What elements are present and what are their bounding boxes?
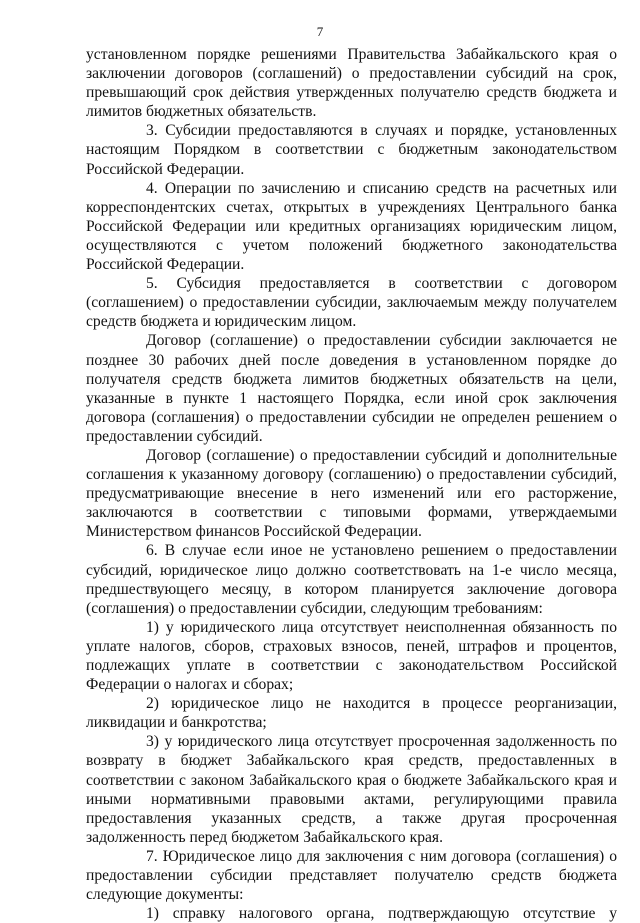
paragraph-9: 2) юридическое лицо не находится в процессе реорганизации, ликвидации и банкротства;: [86, 695, 617, 732]
paragraph-3: 4. Операции по зачислению и списанию средств на расчетных или корреспондентских счетах, открытых в учреждениях Центрального банка Российской Федерации или кредитных организациях юридическим лицом, осуществляются с учетом положений бюджетного законодательства Российской Федерации.: [86, 179, 617, 274]
paragraph-11: 7. Юридическое лицо для заключения с ним договора (соглашения) о предоставлении субсидии представляет получателю средств бюджета следующие документы:: [86, 847, 617, 904]
paragraph-5: Договор (соглашение) о предоставлении субсидии заключается не позднее 30 рабочих дней после доведения в установленном порядке до получателя средств бюджета лимитов бюджетных обязательств на цели, указанные в пункте 1 настоящего Порядка, если иной срок заключения договора (соглашения) о предоставлении субсидии не определен решением о предоставлении субсидий.: [86, 332, 617, 445]
paragraph-2: 3. Субсидии предоставляются в случаях и порядке, установленных настоящим Порядком в соответствии с бюджетным законодательством Российской Федерации.: [86, 122, 617, 178]
paragraph-1: установленном порядке решениями Правительства Забайкальского края о заключении договоров (соглашений) о предоставлении субсидий на срок, превышающий срок действия утвержденных получателю средств бюджета и лимитов бюджетных обязательств.: [86, 46, 617, 121]
document-body: [86, 45, 617, 923]
paragraph-12: 1) справку налогового органа, подтверждающую отсутствие у: [146, 905, 617, 923]
paragraph-10: 3) у юридического лица отсутствует просроченная задолженность по возврату в бюджет Забайкальского края средств, предоставленных в соответствии с законом Забайкальского края о бюджете Забайкальского края и иными нормативными правовыми актами, регулирующими правила предоставления указанных средств, а также другая просроченная задолженность перед бюджетом Забайкальского края.: [86, 733, 617, 846]
paragraph-8: 1) у юридического лица отсутствует неисполненная обязанность по уплате налогов, сборов, страховых взносов, пеней, штрафов и процентов, подлежащих уплате в соответствии с законодательством Российской Федерации о налогах и сборах;: [86, 618, 617, 694]
paragraph-7: 6. В случае если иное не установлено решением о предоставлении субсидий, юридическое лицо должно соответствовать на 1-е число месяца, предшествующего месяцу, в котором планируется заключение договора (соглашения) о предоставлении субсидии, следующим требованиям:: [86, 542, 617, 617]
page-number: 7: [316, 24, 324, 39]
paragraph-6: Договор (соглашение) о предоставлении субсидий и дополнительные соглашения к указанному договору (соглашению) о предоставлении субсидий, предусматривающие внесение в него изменений или его расторжение, заключаются в соответствии с типовыми формами, утверждаемыми Министерством финансов Российской Федерации.: [86, 446, 617, 541]
paragraph-4: 5. Субсидия предоставляется в соответствии с договором (соглашением) о предоставлении субсидии, заключаемым между получателем средств бюджета и юридическим лицом.: [86, 275, 617, 331]
